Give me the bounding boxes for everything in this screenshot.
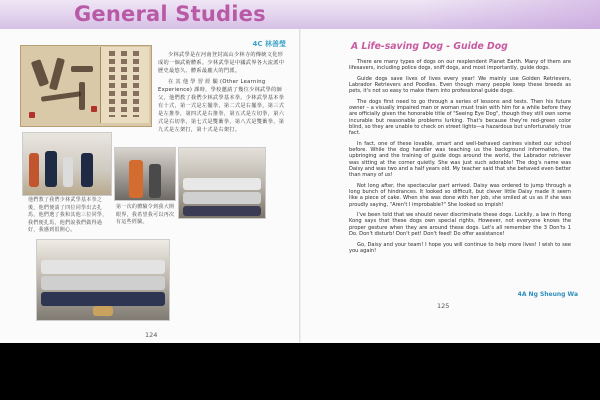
banner-swoosh (420, 0, 600, 29)
calligraphy-strip-image (100, 47, 149, 123)
photo-martial-arts-demo (22, 132, 112, 196)
article-author: 4A Ng Sheung Wa (517, 291, 578, 298)
article-paragraph: Guide dogs save lives of lives every year! We mainly use Golden Retrievers, Labrador Retrievers and Poodles. Even though many people keep these breeds as pets, it's not so easy to make them into professional guide dogs. (349, 75, 571, 95)
photo-class-group (36, 239, 170, 321)
left-page (0, 29, 299, 343)
article-title: A Life-saving Dog - Guide Dog (351, 41, 508, 52)
article-body (349, 59, 571, 258)
photo-caption: 第一次的體驗令到我大開眼界，我希望我可以再次有這些經驗。 (116, 204, 175, 225)
article-paragraph: Not long after, the spectacular part arrived. Daisy was ordered to jump through a long bunch of hindrances. It looked so difficult, but clever little Daisy made it seem like a piece of cake. When she was done with her job, she smiled at us as if she was proudly saying, "Aren't I improbable?" She looked so impish! (349, 182, 571, 208)
photo-instructor (114, 147, 176, 201)
page-number: 124 (145, 331, 158, 339)
right-page (301, 29, 600, 343)
section-title: General Studies (74, 2, 266, 26)
chinese-paragraph: 少林武學是在河南登封嵩山少林寺的傳統文化形成的一個武術體系。少林武學是中國武界各大流派中歷史最悠久、體系最龐大的門派。 (158, 52, 285, 74)
section-banner (0, 0, 600, 29)
article-paragraph: I've been told that we should never discriminate these dogs. Luckily, a law in Hong Kong says that these dogs own special rights. However, not everyone knows the proper gesture when they are around these dogs. Let's all remember the 3 Don'ts 1 Do. Don't disturb! Don't pet! Don't feed! Do offer assistance! (349, 212, 571, 238)
photo-students-seated (178, 147, 266, 219)
article-paragraph: Go, Daisy and your team! I hope you will continue to help more lives! I wish to see you again! (349, 241, 571, 254)
article-paragraph: In fact, one of these lovable, smart and well-behaved canines visited our school before. While the dog handler was teaching us the background information, the upbringing and the training of guide dogs around the world, the Labrador retriever was sitting at the corner quietly. She was just such adorable! The dog's name was Daisy and was two and a half years old. My teacher said that she behaved even better than many of us! (349, 140, 571, 179)
chinese-article-author: 4C 林善瑩 (252, 40, 286, 48)
photo-caption: 他們教了我們少林武學基本拳之後，他們便請了四位同學出去扎馬，他們選了我和其他三位同學，我們便扎馬，他們說我們做得過好，我感到很開心。 (28, 197, 108, 233)
page-number: 125 (437, 302, 450, 310)
chinese-paragraph: 在 其 他 學 習 經 驗 (Other Learning Experience) 課時，學校邀請了幾位少林武學的師父，他們教了我們少林武學基本拳。少林武學基本拳有十式，第一式是左擺拳，第二式是右擺拳，第三式是左推拳，第四式是右推拳，第五式是左切拳，第六式是右切拳，第七式是雙衝拳，第八式是雙衝拳，第九式是左架打，第十式是右架打。 (158, 79, 285, 133)
article-paragraph: There are many types of dogs on our resplendent Planet Earth. Many of them are lifesavers, including police dogs, sniff dogs, and most importantly, guide dogs. (349, 59, 571, 72)
chinese-article (158, 39, 286, 137)
article-paragraph: The dogs first need to go through a series of lessons and tests. Then his future owner – a visually impaired man or woman must train with him for a while before they are officially given the honorable title of "Seeing Eye Dog", though they still own some incurable but reasonable problems lurking. That's because they're red-green color blind, so they are unable to check on street lights—a hazardous but unfortunately true fact. (349, 98, 571, 137)
